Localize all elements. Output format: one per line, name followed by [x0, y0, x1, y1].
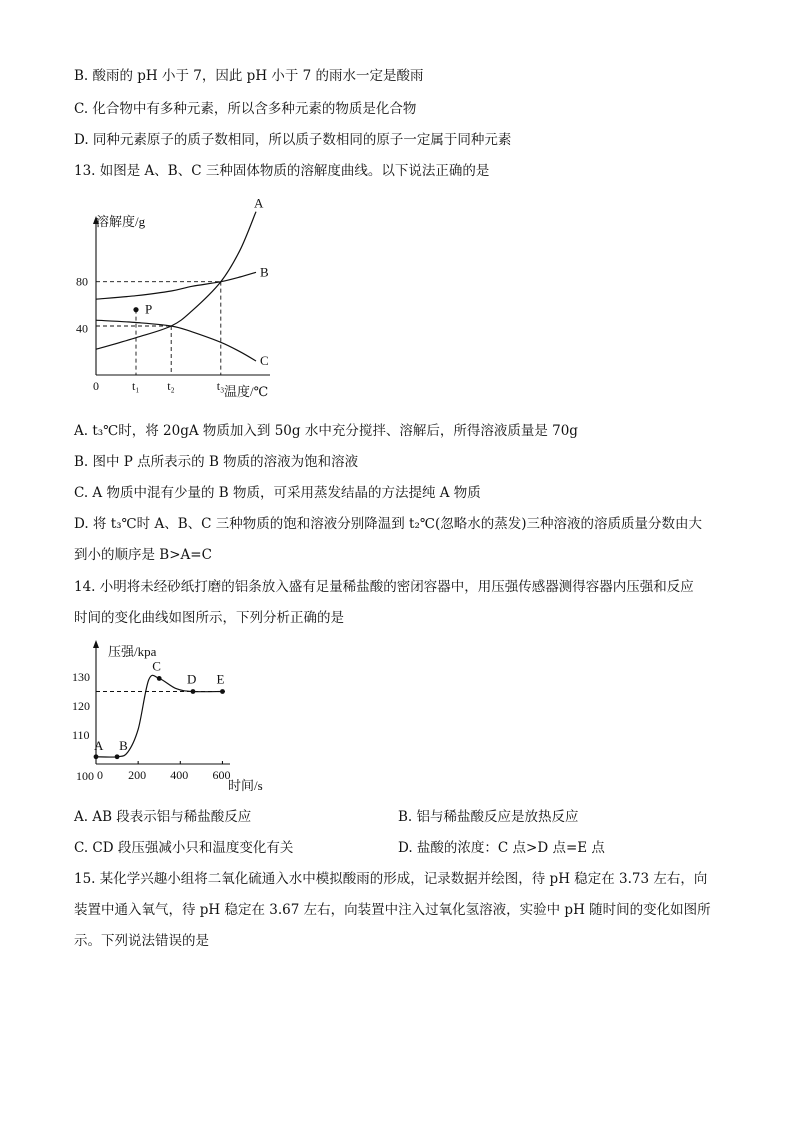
point-E — [220, 689, 225, 694]
q14-option-b: B. 铝与稀盐酸反应是放热反应 — [398, 809, 579, 825]
point-B — [115, 754, 120, 759]
y-tick-40: 40 — [76, 321, 88, 336]
point-P — [133, 307, 138, 312]
point-label-C: C — [152, 658, 161, 674]
pressure-chart — [70, 634, 300, 799]
x-tick-3: t₃ — [216, 379, 225, 393]
origin-label: 100 — [76, 769, 94, 783]
q13-option-d-line1: D. 将 t₃℃时 A、B、C 三种物质的饱和溶液分别降温到 t₂℃(忽略水的蒸发)三种溶液的溶质质量分数由大 — [74, 516, 702, 532]
y-axis-label: 压强/kpa — [108, 644, 157, 659]
point-label-E: E — [216, 671, 225, 687]
y-axis-label: 溶解度/g — [96, 214, 146, 229]
q13-option-b: B. 图中 P 点所表示的 B 物质的溶液为饱和溶液 — [74, 454, 359, 470]
y-tick-110: 110 — [72, 728, 90, 742]
x-tick-0: 0 — [97, 768, 103, 782]
q12-option-b: B. 酸雨的 pH 小于 7，因此 pH 小于 7 的雨水一定是酸雨 — [74, 68, 424, 84]
origin-label: 0 — [93, 379, 99, 393]
x-tick-600: 600 — [212, 768, 231, 782]
q15-stem-line3: 示。下列说法错误的是 — [74, 933, 209, 949]
q12-option-d: D. 同种元素原子的质子数相同，所以质子数相同的原子一定属于同种元素 — [74, 132, 512, 148]
q13-option-c: C. A 物质中混有少量的 B 物质，可采用蒸发结晶的方法提纯 A 物质 — [74, 485, 481, 501]
q15-stem-line1: 15. 某化学兴趣小组将二氧化硫通入水中模拟酸雨的形成，记录数据并绘图，待 pH 稳定在 3.73 左右，向 — [74, 871, 708, 887]
x-tick-400: 400 — [170, 768, 189, 782]
point-label-A: A — [94, 737, 104, 753]
solubility-chart — [76, 195, 290, 405]
x-tick-1: t₁ — [132, 379, 140, 393]
x-axis-label: 时间/s — [228, 778, 263, 793]
pressure-curve — [96, 675, 223, 757]
q14-option-c: C. CD 段压强减小只和温度变化有关 — [74, 840, 294, 856]
q14-option-a: A. AB 段表示铝与稀盐酸反应 — [74, 809, 252, 825]
curve-label-B: B — [260, 264, 269, 280]
q13-option-a: A. t₃℃时，将 20gA 物质加入到 50g 水中充分搅拌、溶解后，所得溶液质量是 70g — [74, 423, 578, 439]
point-label-D: D — [186, 671, 197, 687]
q14-stem-line2: 时间的变化曲线如图所示，下列分析正确的是 — [74, 610, 344, 626]
q15-stem-line2: 装置中通入氧气，待 pH 稳定在 3.67 左右，向装置中注入过氧化氢溶液，实验中 pH 随时间的变化如图所 — [74, 902, 711, 918]
point-D — [191, 689, 196, 694]
point-label-B: B — [119, 737, 128, 753]
curve-label-C: C — [260, 353, 269, 368]
point-C — [157, 676, 162, 681]
x-axis-label: 温度/℃ — [224, 384, 269, 399]
q14-stem-line1: 14. 小明将未经砂纸打磨的铝条放入盛有足量稀盐酸的密闭容器中，用压强传感器测得容器内压强和反应 — [74, 579, 694, 595]
curve-A — [96, 212, 256, 350]
q12-option-c: C. 化合物中有多种元素，所以含多种元素的物质是化合物 — [74, 101, 417, 117]
x-tick-2: t₂ — [167, 379, 175, 393]
point-label-P: P — [145, 301, 153, 317]
point-A — [94, 754, 99, 759]
curve-label-A: A — [254, 195, 264, 211]
y-tick-80: 80 — [76, 274, 88, 289]
x-tick-200: 200 — [128, 768, 147, 782]
y-axis-arrow — [93, 640, 99, 648]
q14-option-d: D. 盐酸的浓度：C 点>D 点=E 点 — [398, 840, 605, 856]
y-tick-120: 120 — [72, 699, 90, 713]
curve-B — [96, 272, 256, 299]
q13-stem: 13. 如图是 A、B、C 三种固体物质的溶解度曲线。以下说法正确的是 — [74, 163, 490, 179]
y-tick-130: 130 — [72, 670, 90, 684]
q13-option-d-line2: 到小的顺序是 B>A=C — [74, 547, 212, 563]
